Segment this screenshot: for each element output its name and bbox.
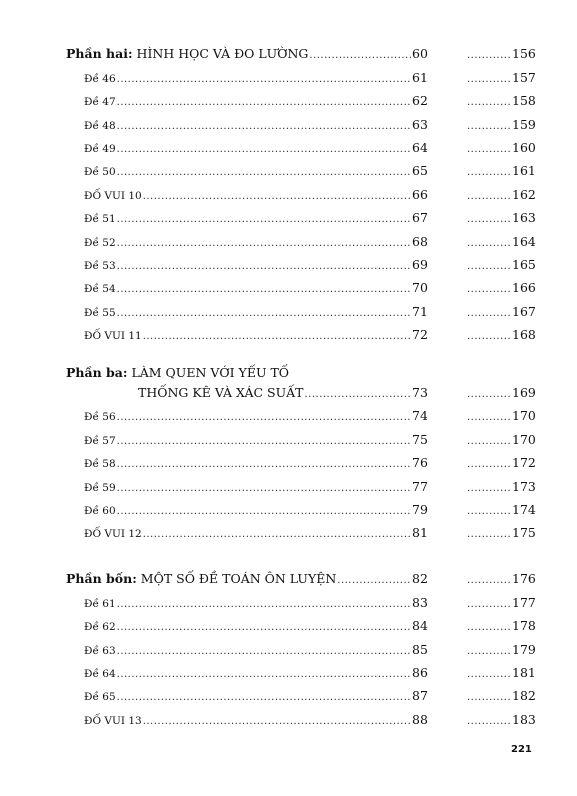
page-ref-answer: 159 xyxy=(512,116,536,132)
page-ref-primary: 63 xyxy=(412,116,428,132)
page-ref-primary: 81 xyxy=(412,525,428,541)
toc-entry-label: Đề 63 xyxy=(84,644,116,657)
toc-entry[interactable] xyxy=(66,657,536,680)
page-ref-primary: 76 xyxy=(412,455,428,471)
page-ref-primary: 75 xyxy=(412,431,428,447)
dot-leader xyxy=(117,436,411,447)
page-ref-answer: 173 xyxy=(512,478,536,494)
page-ref-answer: 160 xyxy=(512,139,536,155)
dot-leader xyxy=(117,238,411,249)
page-ref-primary: 70 xyxy=(412,280,428,296)
dot-leader xyxy=(467,167,511,178)
toc-entry[interactable] xyxy=(66,178,536,202)
dot-leader xyxy=(117,284,411,295)
dot-leader xyxy=(143,716,411,727)
page-ref-answer: 170 xyxy=(512,408,536,424)
toc-entry-label: Đề 64 xyxy=(84,667,116,680)
dot-leader xyxy=(117,646,411,657)
toc-entry-label: Đề 55 xyxy=(84,306,116,319)
dot-leader xyxy=(467,50,511,61)
dot-leader xyxy=(337,575,411,586)
page-ref-primary: 82 xyxy=(412,571,428,587)
page-ref-answer: 165 xyxy=(512,256,536,272)
page-ref-primary: 72 xyxy=(412,327,428,343)
page-ref-primary: 65 xyxy=(412,163,428,179)
section-title: Phần bốn: MỘT SỐ ĐỀ TOÁN ÔN LUYỆN xyxy=(66,571,337,587)
toc-section-thong-ke xyxy=(66,360,536,541)
toc-entry[interactable] xyxy=(66,400,536,424)
page-ref-primary: 83 xyxy=(412,594,428,610)
dot-leader xyxy=(117,669,411,680)
dot-leader xyxy=(467,436,511,447)
dot-leader xyxy=(467,238,511,249)
toc-entry-label: Đề 49 xyxy=(84,142,116,155)
page-ref-answer: 164 xyxy=(512,233,536,249)
dot-leader xyxy=(467,308,511,319)
dot-leader xyxy=(117,97,411,108)
toc-entry[interactable] xyxy=(66,249,536,272)
toc-entry-label: Đề 60 xyxy=(84,504,116,517)
toc-entry-label: Đề 53 xyxy=(84,259,116,272)
dot-leader xyxy=(467,669,511,680)
dot-leader xyxy=(467,459,511,470)
toc-entry-label: Đề 52 xyxy=(84,236,116,249)
dot-leader xyxy=(467,575,511,586)
dot-leader xyxy=(467,284,511,295)
dot-leader xyxy=(117,121,411,132)
page-ref-primary: 68 xyxy=(412,233,428,249)
dot-leader xyxy=(117,622,411,633)
page-ref-primary: 73 xyxy=(412,385,428,400)
toc-entry[interactable] xyxy=(66,703,536,727)
page-ref-answer: 182 xyxy=(512,688,536,704)
toc-entry[interactable] xyxy=(66,225,536,249)
dot-leader xyxy=(467,599,511,610)
toc-entry-label: Đề 65 xyxy=(84,691,116,704)
page-ref-answer: 158 xyxy=(512,93,536,109)
page-ref-answer: 166 xyxy=(512,280,536,296)
page-ref-answer: 163 xyxy=(512,210,536,226)
toc-entry-label: ĐỐ VUI 11 xyxy=(84,330,142,343)
toc-entry[interactable] xyxy=(66,272,536,296)
page-ref-answer: 170 xyxy=(512,431,536,447)
toc-entry-label: Đề 50 xyxy=(84,166,116,179)
toc-entry-label: Đề 48 xyxy=(84,119,116,132)
page-ref-answer: 162 xyxy=(512,186,536,202)
page-ref-primary: 85 xyxy=(412,641,428,657)
toc-entry-label: ĐỐ VUI 12 xyxy=(84,528,142,541)
dot-leader xyxy=(117,308,411,319)
page-ref-answer: 183 xyxy=(512,711,536,727)
toc-entry-label: Đề 56 xyxy=(84,411,116,424)
page-ref-primary: 67 xyxy=(412,210,428,226)
dot-leader xyxy=(467,483,511,494)
dot-leader xyxy=(143,331,411,342)
page-ref-answer: 179 xyxy=(512,641,536,657)
page-number: 221 xyxy=(511,744,532,755)
page-ref-primary: 64 xyxy=(412,139,428,155)
toc-entry[interactable] xyxy=(66,295,536,319)
page-ref-primary: 66 xyxy=(412,186,428,202)
toc-entry[interactable] xyxy=(66,447,536,471)
toc-entry[interactable] xyxy=(66,85,536,109)
toc-entry-label: Đề 62 xyxy=(84,621,116,634)
page-ref-answer: 181 xyxy=(512,664,536,680)
page-ref-answer: 177 xyxy=(512,594,536,610)
dot-leader xyxy=(467,144,511,155)
toc-entry[interactable] xyxy=(66,61,536,85)
page-ref-answer: 174 xyxy=(512,501,536,517)
dot-leader xyxy=(309,50,411,61)
toc-entry-label: Đề 58 xyxy=(84,458,116,471)
toc-entry[interactable] xyxy=(66,319,536,343)
toc-section-header[interactable] xyxy=(66,38,536,62)
toc-section-hinh-hoc xyxy=(66,38,536,343)
section-title-cont: THỐNG KÊ VÀ XÁC SUẤT xyxy=(138,385,304,400)
dot-leader xyxy=(467,97,511,108)
toc-entry[interactable] xyxy=(66,202,536,226)
toc-items xyxy=(66,400,536,541)
page-ref-primary: 87 xyxy=(412,688,428,704)
dot-leader xyxy=(117,261,411,272)
toc-entry-label: Đề 59 xyxy=(84,481,116,494)
dot-leader xyxy=(467,214,511,225)
dot-leader xyxy=(467,506,511,517)
dot-leader xyxy=(467,412,511,423)
section-title: Phần hai: HÌNH HỌC VÀ ĐO LƯỜNG xyxy=(66,46,309,62)
page-ref-primary: 77 xyxy=(412,478,428,494)
dot-leader xyxy=(117,599,411,610)
toc-items xyxy=(66,586,536,727)
page-ref-primary: 60 xyxy=(412,46,428,62)
dot-leader xyxy=(467,692,511,703)
dot-leader xyxy=(117,412,411,423)
page-ref-answer: 169 xyxy=(512,385,536,400)
dot-leader xyxy=(143,191,411,202)
dot-leader xyxy=(467,622,511,633)
page-ref-primary: 61 xyxy=(412,69,428,85)
page-ref-answer: 168 xyxy=(512,327,536,343)
toc-entry[interactable] xyxy=(66,423,536,447)
page-ref-answer: 172 xyxy=(512,455,536,471)
toc-entry-label: Đề 61 xyxy=(84,597,116,610)
page-ref-answer: 157 xyxy=(512,69,536,85)
dot-leader xyxy=(304,389,411,400)
page-ref-primary: 86 xyxy=(412,664,428,680)
toc-entry-label: Đề 57 xyxy=(84,434,116,447)
toc-entry[interactable] xyxy=(66,155,536,179)
toc-section-header-cont[interactable] xyxy=(66,380,536,400)
dot-leader xyxy=(467,261,511,272)
dot-leader xyxy=(117,692,411,703)
dot-leader xyxy=(467,191,511,202)
toc-entry[interactable] xyxy=(66,517,536,541)
page-ref-primary: 88 xyxy=(412,711,428,727)
toc-entry[interactable] xyxy=(66,132,536,155)
toc-entry[interactable] xyxy=(66,633,536,657)
dot-leader xyxy=(117,214,411,225)
toc-entry[interactable] xyxy=(66,680,536,704)
toc-entry-label: Đề 47 xyxy=(84,96,116,109)
dot-leader xyxy=(467,389,511,400)
dot-leader xyxy=(467,646,511,657)
dot-leader xyxy=(467,716,511,727)
page-ref-primary: 62 xyxy=(412,93,428,109)
toc-entry-label: Đề 46 xyxy=(84,72,116,85)
toc-entry[interactable] xyxy=(66,586,536,610)
page-ref-primary: 79 xyxy=(412,501,428,517)
toc-items xyxy=(66,61,536,343)
toc-entry-label: ĐỐ VUI 10 xyxy=(84,189,142,202)
dot-leader xyxy=(467,529,511,540)
dot-leader xyxy=(467,331,511,342)
toc-entry-label: Đề 54 xyxy=(84,283,116,296)
dot-leader xyxy=(117,459,411,470)
toc-entry[interactable] xyxy=(66,494,536,517)
dot-leader xyxy=(117,167,411,178)
dot-leader xyxy=(117,144,411,155)
toc-entry[interactable] xyxy=(66,610,536,634)
page-ref-answer: 175 xyxy=(512,525,536,541)
toc-entry-label: Đề 51 xyxy=(84,213,116,226)
dot-leader xyxy=(117,74,411,85)
dot-leader xyxy=(143,529,411,540)
dot-leader xyxy=(467,121,511,132)
page-ref-primary: 74 xyxy=(412,408,428,424)
toc-section-header[interactable] xyxy=(66,563,536,587)
page-ref-answer: 167 xyxy=(512,303,536,319)
dot-leader xyxy=(117,506,411,517)
toc-entry[interactable] xyxy=(66,108,536,132)
page-ref-answer: 176 xyxy=(512,571,536,587)
toc-entry[interactable] xyxy=(66,470,536,494)
page-ref-primary: 84 xyxy=(412,618,428,634)
dot-leader xyxy=(117,483,411,494)
page-ref-answer: 161 xyxy=(512,163,536,179)
page-ref-primary: 69 xyxy=(412,256,428,272)
page-ref-answer: 178 xyxy=(512,618,536,634)
section-title: Phần ba: LÀM QUEN VỚI YẾU TỐ xyxy=(66,365,290,380)
toc-section-on-luyen xyxy=(66,563,536,727)
page-ref-answer: 156 xyxy=(512,46,536,62)
page-ref-primary: 71 xyxy=(412,303,428,319)
dot-leader xyxy=(467,74,511,85)
toc-entry-label: ĐỐ VUI 13 xyxy=(84,714,142,727)
toc-section-header[interactable] xyxy=(66,360,526,380)
